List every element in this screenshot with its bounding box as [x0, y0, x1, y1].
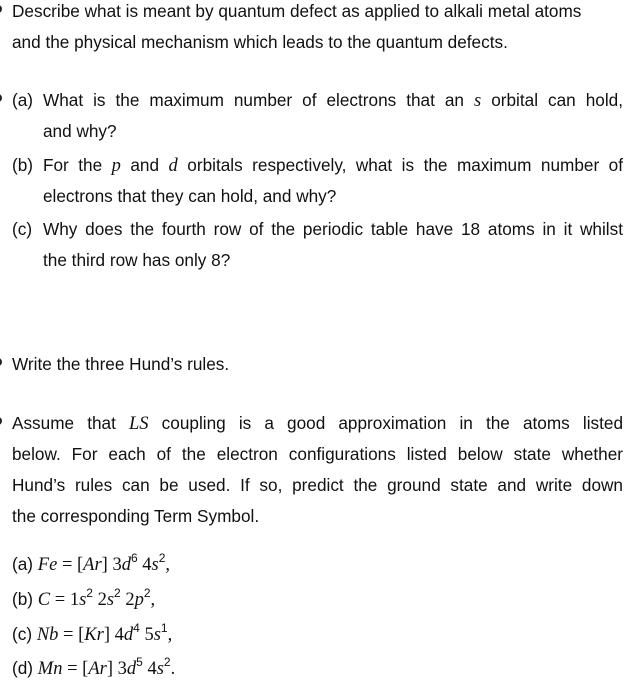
q2-c-line-2: the third row has only 8? — [43, 250, 231, 270]
item-label: (b) — [12, 589, 34, 609]
q2-a-line-2: and why? — [43, 121, 117, 141]
q1-line-1: Describe what is meant by quantum defect as applied to alkali metal atoms — [12, 1, 582, 21]
var-p: p — [111, 156, 121, 176]
q2-b-line-2: electrons that they can hold, and why? — [43, 186, 337, 206]
q4-line-3: Hund’s rules can be used. If so, predict the ground state and write down — [12, 475, 623, 495]
var-ls: LS — [129, 414, 149, 434]
item-label: (d) — [12, 658, 34, 678]
item-label: (c) — [12, 624, 33, 644]
q2-a-line-1: What is the maximum number of electrons that an s orbital can hold, — [43, 90, 623, 111]
q4-line-2: below. For each of the electron configurations listed below state whether — [12, 444, 623, 464]
q2-a-label: (a) — [12, 90, 34, 110]
q4-line-1: Assume that LS coupling is a good approximation in the atoms listed — [12, 413, 624, 434]
item-label: (a) — [12, 554, 34, 574]
q2-b-line-1: For the p and d orbitals respectively, what is the maximum number of — [43, 155, 623, 176]
q2-c-label: (c) — [12, 219, 33, 239]
element-symbol: Nb — [36, 625, 59, 645]
q4-item-a: (a) Fe = [Ar] $3d^6$ $4s^2$, — [12, 551, 171, 575]
element-symbol: Mn — [37, 659, 63, 679]
question-bullet — [0, 417, 2, 425]
element-symbol: C — [37, 590, 51, 610]
q2-c-line-1: Why does the fourth row of the periodic table have 18 atoms in it whilst — [43, 219, 623, 239]
question-bullet — [0, 5, 2, 13]
q4-item-b: (b) $C = 1s^2$ $2s^2$ $2p^2$, — [12, 586, 156, 610]
q4-line-4: the corresponding Term Symbol. — [12, 506, 260, 526]
q4-item-d: (d) Mn = [Ar] $3d^5$ $4s^2$. — [12, 655, 176, 679]
q3-line: Write the three Hund’s rules. — [12, 354, 230, 374]
var-d: d — [168, 156, 178, 176]
var-s: s — [474, 91, 482, 111]
q1-line-2: and the physical mechanism which leads to the quantum defects. — [12, 32, 508, 52]
question-bullet — [0, 358, 2, 366]
element-symbol: Fe — [37, 555, 58, 575]
question-bullet — [0, 94, 2, 102]
q4-item-c: (c) Nb = [Kr] $4d^4$ $5s^1$, — [12, 621, 173, 645]
q2-b-label: (b) — [12, 155, 34, 175]
